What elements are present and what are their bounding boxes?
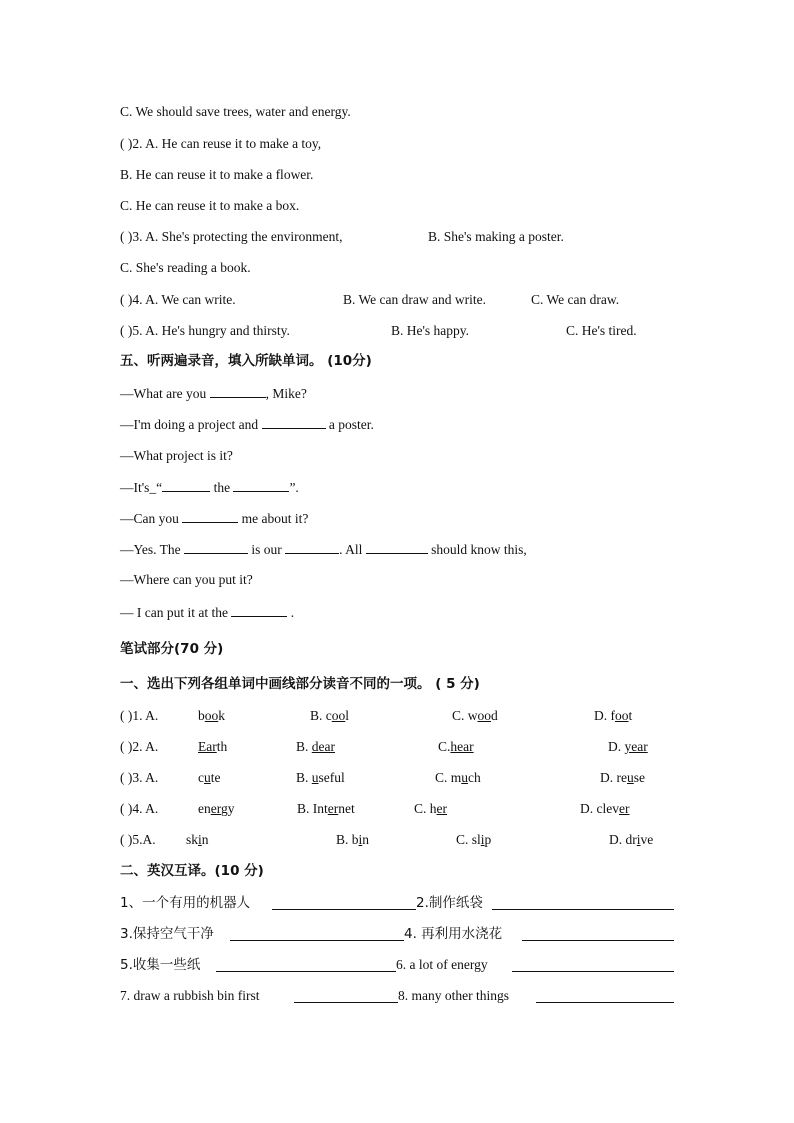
dialog-line-1: —What are you , Mike? [120, 386, 307, 401]
dialog-line-7: —Where can you put it? [120, 572, 253, 587]
q4-option-b: B. We can draw and write. [343, 292, 486, 307]
answer-line[interactable] [536, 989, 674, 1003]
option-c: C. wood [452, 708, 498, 723]
blank-field[interactable] [184, 540, 248, 554]
q3-option-c: C. She's reading a book. [120, 260, 251, 275]
option-d: D. clever [580, 801, 630, 816]
blank-field[interactable] [233, 478, 289, 492]
translate-row-1: 1、一个有用的机器人 2.制作纸袋 [120, 894, 680, 914]
option-a: energy [198, 801, 235, 816]
option-d: D. year [608, 739, 648, 754]
option-a: Earth [198, 739, 228, 754]
blank-field[interactable] [210, 384, 266, 398]
blank-field[interactable] [231, 603, 287, 617]
blank-field[interactable] [162, 478, 210, 492]
option-b: B. Internet [297, 801, 355, 816]
answer-line[interactable] [522, 927, 674, 941]
phonics-row-1: ( )1. A. book B. cool C. wood D. foot [120, 708, 633, 723]
option-c: C. slip [456, 832, 492, 847]
blank-field[interactable] [182, 509, 238, 523]
dialog-line-4: —It's_“ the ”. [120, 480, 299, 495]
answer-line[interactable] [512, 958, 674, 972]
dialog-line-8: — I can put it at the . [120, 605, 295, 620]
option-c: C. her [414, 801, 448, 816]
answer-line[interactable] [294, 989, 398, 1003]
answer-line[interactable] [230, 927, 404, 941]
part1-title: 一、选出下列各组单词中画线部分读音不同的一项。 ( 5 分) [120, 676, 480, 692]
answer-line[interactable] [272, 896, 416, 910]
option-a: book [198, 708, 225, 723]
translate-row-3: 5.收集一些纸 6. a lot of energy [120, 956, 680, 976]
phonics-row-3: ( )3. A. cute B. useful C. much D. reuse [120, 770, 645, 785]
q2-option-a: ( )2. A. He can reuse it to make a toy, [120, 136, 322, 151]
option-c: C.hear [438, 739, 474, 754]
dialog-line-3: —What project is it? [120, 448, 233, 463]
phonics-row-5: ( )5.A. skin B. bin C. slip D. drive [120, 832, 654, 847]
option-b: B. cool [310, 708, 350, 723]
q5-option-a: ( )5. A. He's hungry and thirsty. [120, 323, 290, 338]
option-b: B. dear [296, 739, 335, 754]
q3-option-b: B. She's making a poster. [428, 229, 564, 244]
blank-field[interactable] [262, 415, 326, 429]
option-b: B. bin [336, 832, 370, 847]
blank-field[interactable] [366, 540, 428, 554]
option-b: B. useful [296, 770, 345, 785]
q2-option-b: B. He can reuse it to make a flower. [120, 167, 314, 182]
q4-option-a: ( )4. A. We can write. [120, 292, 236, 307]
answer-line[interactable] [492, 896, 674, 910]
q2-option-c: C. He can reuse it to make a box. [120, 198, 300, 213]
answer-line[interactable] [216, 958, 396, 972]
translate-row-4: 7. draw a rubbish bin first 8. many other things [120, 987, 680, 1007]
option-a: cute [198, 770, 221, 785]
dialog-line-5: —Can you me about it? [120, 511, 309, 526]
translate-row-2: 3.保持空气干净 4. 再利用水浇花 [120, 925, 680, 945]
section5-title: 五、听两遍录音，填入所缺单词。 (10分) [120, 353, 372, 369]
option-c: C. much [435, 770, 481, 785]
option-a: skin [186, 832, 209, 847]
q5-option-b: B. He's happy. [391, 323, 470, 338]
option-d: D. drive [609, 832, 654, 847]
q5-option-c: C. He's tired. [566, 323, 637, 338]
q4-option-c: C. We can draw. [531, 292, 620, 307]
option-d: D. reuse [600, 770, 645, 785]
q3-option-a: ( )3. A. She's protecting the environment, [120, 229, 343, 244]
phonics-row-4: ( )4. A. energy B. Internet C. her D. clever [120, 801, 630, 816]
dialog-line-2: —I'm doing a project and a poster. [120, 417, 374, 432]
option-d: D. foot [594, 708, 633, 723]
dialog-line-6: —Yes. The is our . All should know this, [120, 542, 527, 557]
q1-option-c: C. We should save trees, water and energy. [120, 104, 351, 119]
blank-field[interactable] [285, 540, 339, 554]
written-part-title: 笔试部分(70 分) [120, 641, 224, 657]
part2-title: 二、英汉互译。(10 分) [120, 863, 264, 879]
phonics-row-2: ( )2. A. Earth B. dear C.hear D. year [120, 739, 648, 754]
